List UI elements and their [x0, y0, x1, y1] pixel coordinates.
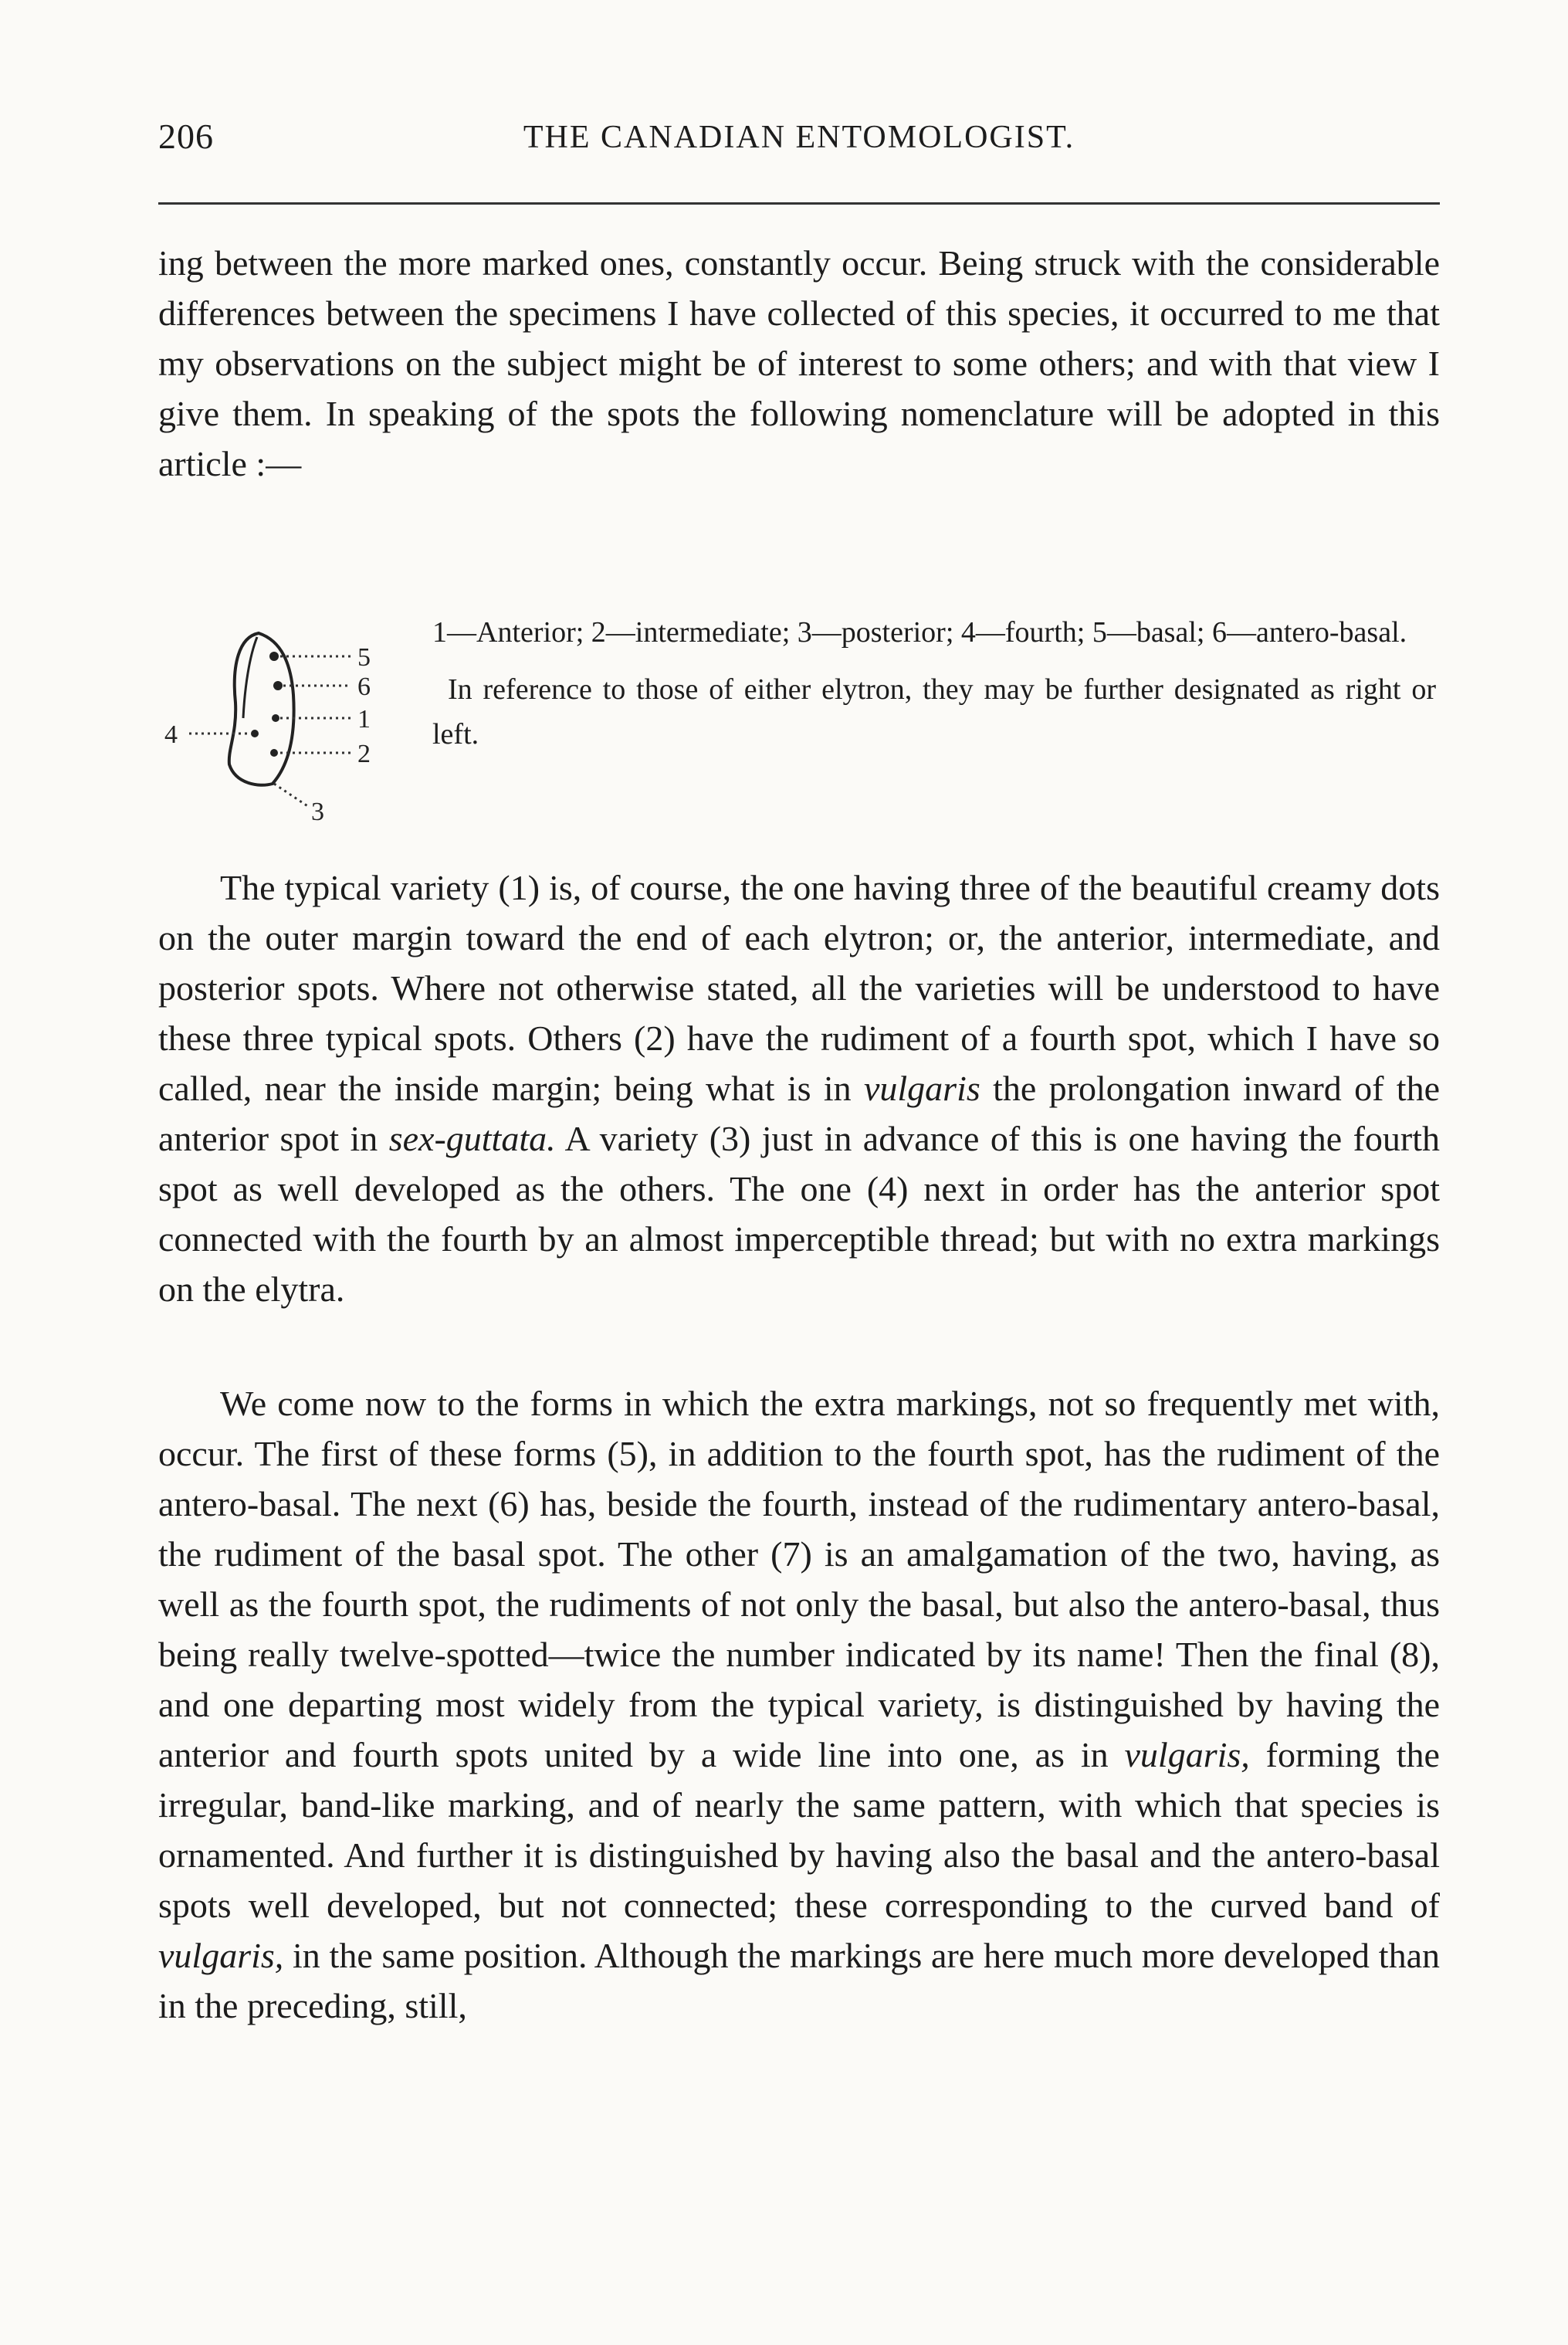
label-5: 5 [357, 643, 371, 672]
elytron-outline [229, 633, 294, 785]
elytron-edge [243, 637, 257, 718]
p2-italic-sex-guttata: sex-guttata. [388, 1119, 556, 1158]
spot-6 [273, 681, 283, 690]
p3-text-a: We come now to the forms in which the extra markings, not so frequently met with, occur. The first of these forms (5), in addition to the fourth spot, has the rudiment of the antero-basal. The next (6) has, beside the fourth, instead of the rudimentary antero-basal, the rudiment of the basal spot. The other (7) is an amalgamation of the two, having, as well as the fourth spot, the rudiments of not only the basal, but also the antero-basal, thus being really twelve-spotted—twice the number indicated by its name! Then the final (8), and one departing most widely from the typical variety, is distinguished by having the anterior and fourth spots united by a wide line into one, as in [158, 1384, 1440, 1774]
spot-2 [270, 749, 278, 757]
label-1: 1 [357, 705, 371, 734]
p3-text-c: in the same position. Although the markings are here much more developed than in the preceding, still, [158, 1936, 1440, 2025]
p3-italic-vulgaris-1: vulgaris, [1124, 1735, 1250, 1774]
header-rule [158, 202, 1440, 205]
figure-caption [432, 610, 1436, 757]
caption-legend: 1—Anterior; 2—intermediate; 3—posterior; 4—fourth; 5—basal; 6—antero-basal. [432, 616, 1407, 649]
spot-1 [272, 714, 279, 722]
label-6: 6 [357, 673, 371, 701]
caption-note: In reference to those of either elytron, they may be further designated as right or left. [432, 673, 1436, 751]
elytron-figure [158, 610, 1440, 826]
p2-italic-vulgaris: vulgaris [863, 1069, 980, 1108]
spot-4 [251, 730, 259, 737]
label-2: 2 [357, 740, 371, 768]
p2-text-c: A variety (3) just in advance of this is one having the fourth spot as well developed as the others. The one (4) next in order has the anterior spot connected with the fourth by an almost imperceptible thread; but with no extra markings on the elytra. [158, 1119, 1440, 1309]
p2-text-a: The typical variety (1) is, of course, the one having three of the beautiful creamy dots on the outer margin toward the end of each elytron; or, the anterior, intermediate, and posterior spots. Where not otherwise stated, all the varieties will be understood to have these three typical spots. Others (2) have the rudiment of a fourth spot, which I have so called, near the inside margin; being what is in [158, 868, 1440, 1108]
page-header [158, 116, 1440, 170]
paragraph-3 [158, 1378, 1440, 2031]
paragraph-1: ing between the more marked ones, constantly occur. Being struck with the considerable differences between the specimens I have collected of this species, it occurred to me that my observations on the subject might be of interest to some others; and with that view I give them. In speaking of the spots the following nomenclature will be adopted in this article :— [158, 243, 1440, 483]
p3-italic-vulgaris-2: vulgaris, [158, 1936, 284, 1975]
page-number: 206 [158, 117, 214, 156]
elytron-diagram [158, 610, 421, 826]
leader-3 [274, 784, 309, 807]
p3-text-b: forming the irregular, band-like marking, and of nearly the same pattern, with which that species is ornamented. And further it is distinguished by having also the basal and the antero-basal spots well developed, but not connected; these corresponding to the curved band of [158, 1735, 1440, 1925]
spot-5 [269, 652, 279, 661]
running-title: THE CANADIAN ENTOMOLOGIST. [523, 120, 1075, 155]
label-3: 3 [311, 798, 324, 826]
p2-text-b: the prolongation inward of the anterior spot in [158, 1069, 1440, 1158]
label-4: 4 [164, 720, 178, 749]
paragraph-2 [158, 862, 1440, 1314]
